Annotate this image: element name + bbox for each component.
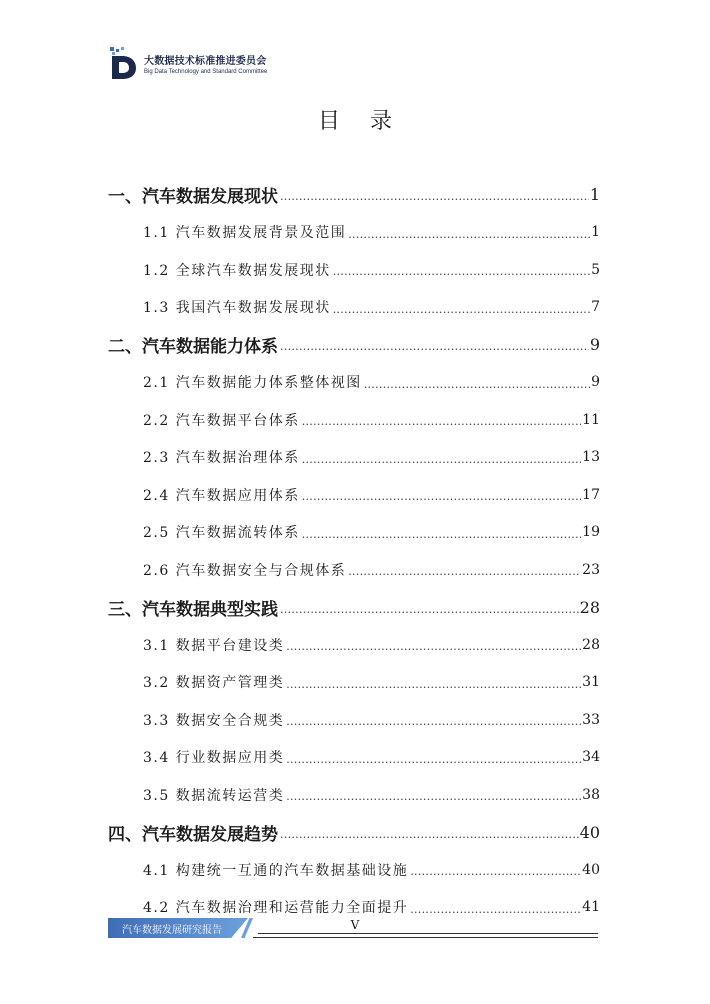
toc-section-entry[interactable] <box>108 439 600 477</box>
dot-leader <box>280 185 589 204</box>
toc-entry-page: 23 <box>582 561 600 578</box>
toc-entry-page: 40 <box>579 822 600 842</box>
toc-entry-page: 28 <box>582 636 600 653</box>
toc-entry-page: 31 <box>582 674 600 691</box>
org-name-en: Big Data Technology and Standard Committee <box>144 68 268 75</box>
toc-entry-label: 3.1 数据平台建设类 <box>143 637 285 654</box>
dot-leader <box>333 260 590 279</box>
dot-leader <box>280 598 579 617</box>
toc-entry-label: 4.2 汽车数据治理和运营能力全面提升 <box>143 900 409 917</box>
toc-entry-label: 3.2 数据资产管理类 <box>143 675 285 692</box>
toc-entry-page: 33 <box>582 711 600 728</box>
dot-leader <box>286 785 581 804</box>
dot-leader <box>302 523 581 542</box>
toc-section-entry[interactable] <box>108 251 600 289</box>
toc-entry-page: 5 <box>591 261 600 278</box>
report-name: 汽车数据发展研究报告 <box>122 925 222 936</box>
toc-entry-page: 1 <box>591 224 600 241</box>
toc-section-entry[interactable] <box>108 851 600 889</box>
org-logo <box>108 46 267 80</box>
toc-entry-page: 34 <box>582 749 600 766</box>
toc-entry-page: 28 <box>579 597 600 617</box>
toc-chapter-entry[interactable] <box>108 326 600 364</box>
toc-chapter-entry[interactable] <box>108 176 600 214</box>
table-of-contents <box>108 176 600 926</box>
dot-leader <box>286 635 581 654</box>
dot-leader <box>302 410 581 429</box>
toc-section-entry[interactable] <box>108 664 600 702</box>
toc-entry-label: 二、汽车数据能力体系 <box>108 337 278 358</box>
toc-entry-page: 11 <box>582 411 600 428</box>
page-title: 目录 <box>317 109 422 134</box>
toc-entry-label: 4.1 构建统一互通的汽车数据基础设施 <box>143 862 409 879</box>
bdc-logo-icon <box>108 46 138 80</box>
toc-chapter-entry[interactable] <box>108 814 600 852</box>
dot-leader <box>410 860 581 879</box>
toc-section-entry[interactable] <box>108 364 600 402</box>
toc-entry-label: 2.1 汽车数据能力体系整体视图 <box>143 375 362 392</box>
toc-entry-page: 9 <box>589 335 600 355</box>
toc-section-entry[interactable] <box>108 701 600 739</box>
toc-entry-page: 38 <box>582 786 600 803</box>
toc-section-entry[interactable] <box>108 551 600 589</box>
toc-entry-page: 9 <box>591 374 600 391</box>
toc-entry-page: 13 <box>582 449 600 466</box>
dot-leader <box>364 373 590 392</box>
toc-entry-page: 41 <box>582 899 600 916</box>
dot-leader <box>348 223 590 242</box>
org-name-cn: 大数据技术标准推进委员会 <box>144 55 267 67</box>
dot-leader <box>348 560 581 579</box>
toc-entry-label: 2.5 汽车数据流转体系 <box>143 525 300 542</box>
toc-section-entry[interactable] <box>108 514 600 552</box>
toc-entry-label: 1.1 汽车数据发展背景及范围 <box>143 225 347 242</box>
toc-entry-label: 3.3 数据安全合规类 <box>143 712 285 729</box>
dot-leader <box>280 335 589 354</box>
toc-section-entry[interactable] <box>108 739 600 777</box>
toc-entry-label: 四、汽车数据发展趋势 <box>108 824 278 845</box>
toc-entry-label: 三、汽车数据典型实践 <box>108 599 278 620</box>
toc-entry-label: 1.2 全球汽车数据发展现状 <box>143 262 331 279</box>
dot-leader <box>286 710 581 729</box>
toc-section-entry[interactable] <box>108 289 600 327</box>
page-number: V <box>350 918 360 932</box>
toc-entry-label: 2.3 汽车数据治理体系 <box>143 450 300 467</box>
toc-entry-page: 19 <box>582 524 600 541</box>
toc-entry-page: 1 <box>589 185 600 205</box>
toc-entry-label: 3.5 数据流转运营类 <box>143 787 285 804</box>
toc-entry-label: 3.4 行业数据应用类 <box>143 750 285 767</box>
dot-leader <box>333 298 590 317</box>
toc-entry-page: 7 <box>591 299 600 316</box>
toc-section-entry[interactable] <box>108 626 600 664</box>
toc-entry-label: 2.4 汽车数据应用体系 <box>143 487 300 504</box>
toc-section-entry[interactable] <box>108 476 600 514</box>
dot-leader <box>410 898 581 917</box>
dot-leader <box>280 823 579 842</box>
toc-entry-label: 2.6 汽车数据安全与合规体系 <box>143 562 347 579</box>
toc-entry-label: 一、汽车数据发展现状 <box>108 187 278 208</box>
toc-section-entry[interactable] <box>108 214 600 252</box>
toc-chapter-entry[interactable] <box>108 589 600 627</box>
toc-entry-page: 17 <box>582 486 600 503</box>
dot-leader <box>286 748 581 767</box>
dot-leader <box>302 485 581 504</box>
dot-leader <box>302 448 581 467</box>
toc-section-entry[interactable] <box>108 401 600 439</box>
toc-entry-label: 1.3 我国汽车数据发展现状 <box>143 300 331 317</box>
dot-leader <box>286 673 581 692</box>
toc-entry-page: 40 <box>582 861 600 878</box>
toc-entry-label: 2.2 汽车数据平台体系 <box>143 412 300 429</box>
toc-section-entry[interactable] <box>108 776 600 814</box>
